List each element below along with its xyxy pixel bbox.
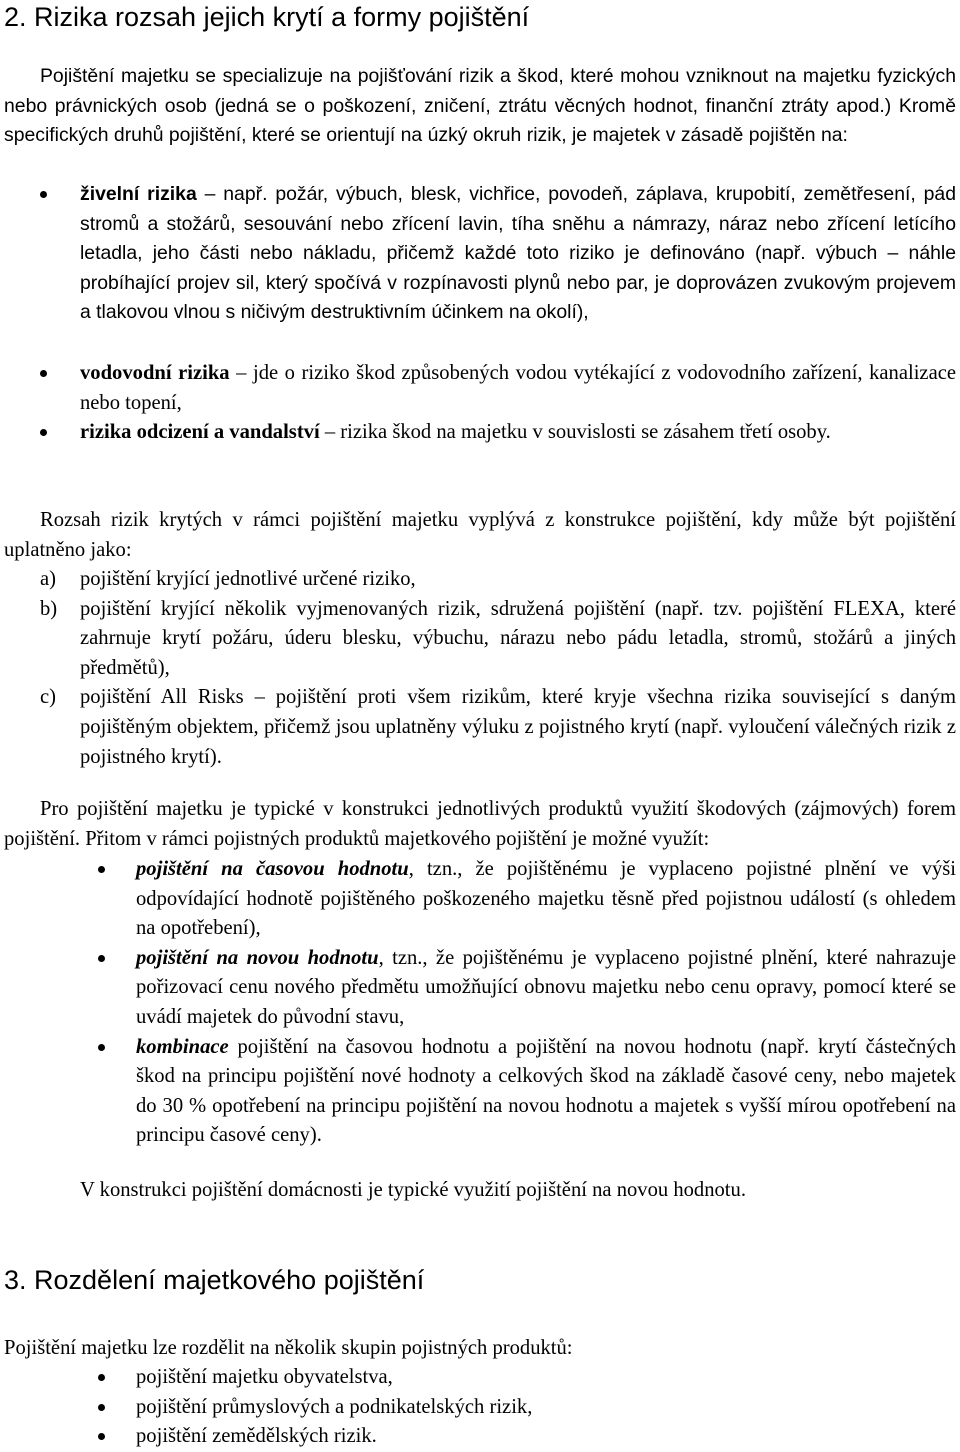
value-list <box>4 855 956 1151</box>
risk-text: – např. požár, výbuch, blesk, vichřice, povodeň, záplava, krupobití, zemětřesení, pád stromů a stožárů, sesouvání nebo zřícení lavin, tíha sněhu a námrazy, náraz nebo zřícení letícího letadla, jeho části nebo nákladu, přičemž každé toto riziko je definováno (např. výbuch – náhle probíhající projev sil, který spočívá v rozpínavosti plynů nebo par, je doprovázen zvukovým projevem a tlakovou vlnou s ničivým destruktivním účinkem na okolí), <box>80 183 956 324</box>
scope-list <box>4 565 956 772</box>
risk-item <box>4 180 956 328</box>
risk-list-continued <box>4 359 956 448</box>
scope-item <box>4 565 956 595</box>
risk-item <box>4 359 956 418</box>
value-item <box>4 944 956 1033</box>
scope-item-text: pojištění kryjící několik vyjmenovaných rizik, sdružená pojištění (např. tzv. pojištění FLEXA, které zahrnuje krytí požáru, úderu blesku, výbuchu, nárazu nebo pádu letadla, stromů, stožárů a jiných předmětů), <box>80 597 956 679</box>
category-list <box>4 1363 956 1452</box>
scope-item <box>4 595 956 684</box>
value-term: kombinace <box>136 1035 229 1058</box>
risk-term: rizika odcizení a vandalství <box>80 421 320 444</box>
section-2-intro: Pojištění majetku se specializuje na pojišťování rizik a škod, které mohou vzniknout na majetku fyzických nebo právnických osob (jedná se o poškození, zničení, ztrátu věcných hodnot, finanční ztráty apod.) Kromě specifických druhů pojištění, které se orientují na úzký okruh rizik, je majetek v zásadě pojištěn na: <box>4 65 956 147</box>
bullet-icon <box>98 1044 105 1051</box>
scope-item-text: pojištění All Risks – pojištění proti všem rizikům, které kryje všechna rizika související s daným pojištěným objektem, přičemž jsou uplatněny výluku z pojistného krytí (např. vyloučení válečných rizik z pojistného krytí). <box>80 686 956 768</box>
section-3-intro: Pojištění majetku lze rozdělit na několik skupin pojistných produktů: <box>4 1337 573 1359</box>
value-item <box>4 1033 956 1151</box>
category-item <box>4 1422 956 1452</box>
value-term: pojištění na novou hodnotu <box>136 946 379 969</box>
scope-intro: Rozsah rizik krytých v rámci pojištění majetku vyplývá z konstrukce pojištění, kdy může být pojištění uplatněno jako: <box>4 509 956 561</box>
section-3-heading: 3. Rozdělení majetkového pojištění <box>4 1265 425 1295</box>
section-2-heading: 2. Rizika rozsah jejich krytí a formy pojištění <box>4 2 530 32</box>
closing-paragraph: V konstrukci pojištění domácnosti je typické využití pojištění na novou hodnotu. <box>80 1179 746 1201</box>
value-text: pojištění na časovou hodnotu a pojištění na novou hodnotu (např. krytí částečných škod na principu pojištění nové hodnoty a celkových škod na základě časové ceny, nebo majetek do 30 % opotřebení na principu pojištění na novou hodnotu a majetek s vyšší mírou opotřebení na principu časové ceny). <box>136 1035 956 1147</box>
scope-item-mark: a) <box>40 568 56 590</box>
bullet-icon <box>40 370 47 377</box>
value-intro: Pro pojištění majetku je typické v konstrukci jednotlivých produktů využití škodových (zájmových) forem pojištění. Přitom v rámci pojistných produktů majetkového pojištění je možné využít: <box>4 798 956 850</box>
category-item <box>4 1363 956 1393</box>
risk-item <box>4 418 956 448</box>
scope-item-mark: c) <box>40 686 56 709</box>
bullet-icon <box>98 1433 105 1440</box>
bullet-icon <box>98 955 105 962</box>
bullet-icon <box>98 866 105 873</box>
scope-item-text: pojištění kryjící jednotlivé určené riziko, <box>80 568 416 590</box>
bullet-icon <box>98 1374 105 1381</box>
value-text: , tzn., že pojištěnému je vyplaceno pojistné plnění ve výši odpovídající hodnotě pojištěného poškozeného majetku těsně před pojistnou událostí (s ohledem na opotřebení), <box>136 858 956 940</box>
risk-term: vodovodní rizika <box>80 362 230 384</box>
risk-text: – jde o riziko škod způsobených vodou vytékající z vodovodního zařízení, kanalizace nebo topení, <box>80 362 956 414</box>
risk-list <box>4 180 956 328</box>
category-text: pojištění průmyslových a podnikatelských rizik, <box>136 1395 533 1418</box>
category-text: pojištění majetku obyvatelstva, <box>136 1366 393 1388</box>
risk-term: živelní rizika <box>80 183 197 205</box>
category-item <box>4 1393 956 1423</box>
value-text: , tzn., že pojištěnému je vyplaceno pojistné plnění, které nahrazuje pořizovací cenu nového předmětu umožňující obnovu majetku nebo cenu opravy, pomocí které se uvádí majetek do původní stavu, <box>136 946 956 1028</box>
bullet-icon <box>98 1404 105 1411</box>
bullet-icon <box>40 191 47 198</box>
value-item <box>4 855 956 944</box>
bullet-icon <box>40 429 47 436</box>
scope-item-mark: b) <box>40 597 58 620</box>
scope-item <box>4 683 956 772</box>
category-text: pojištění zemědělských rizik. <box>136 1425 377 1448</box>
risk-text: – rizika škod na majetku v souvislosti se zásahem třetí osoby. <box>319 421 831 444</box>
value-term: pojištění na časovou hodnotu <box>136 858 409 880</box>
